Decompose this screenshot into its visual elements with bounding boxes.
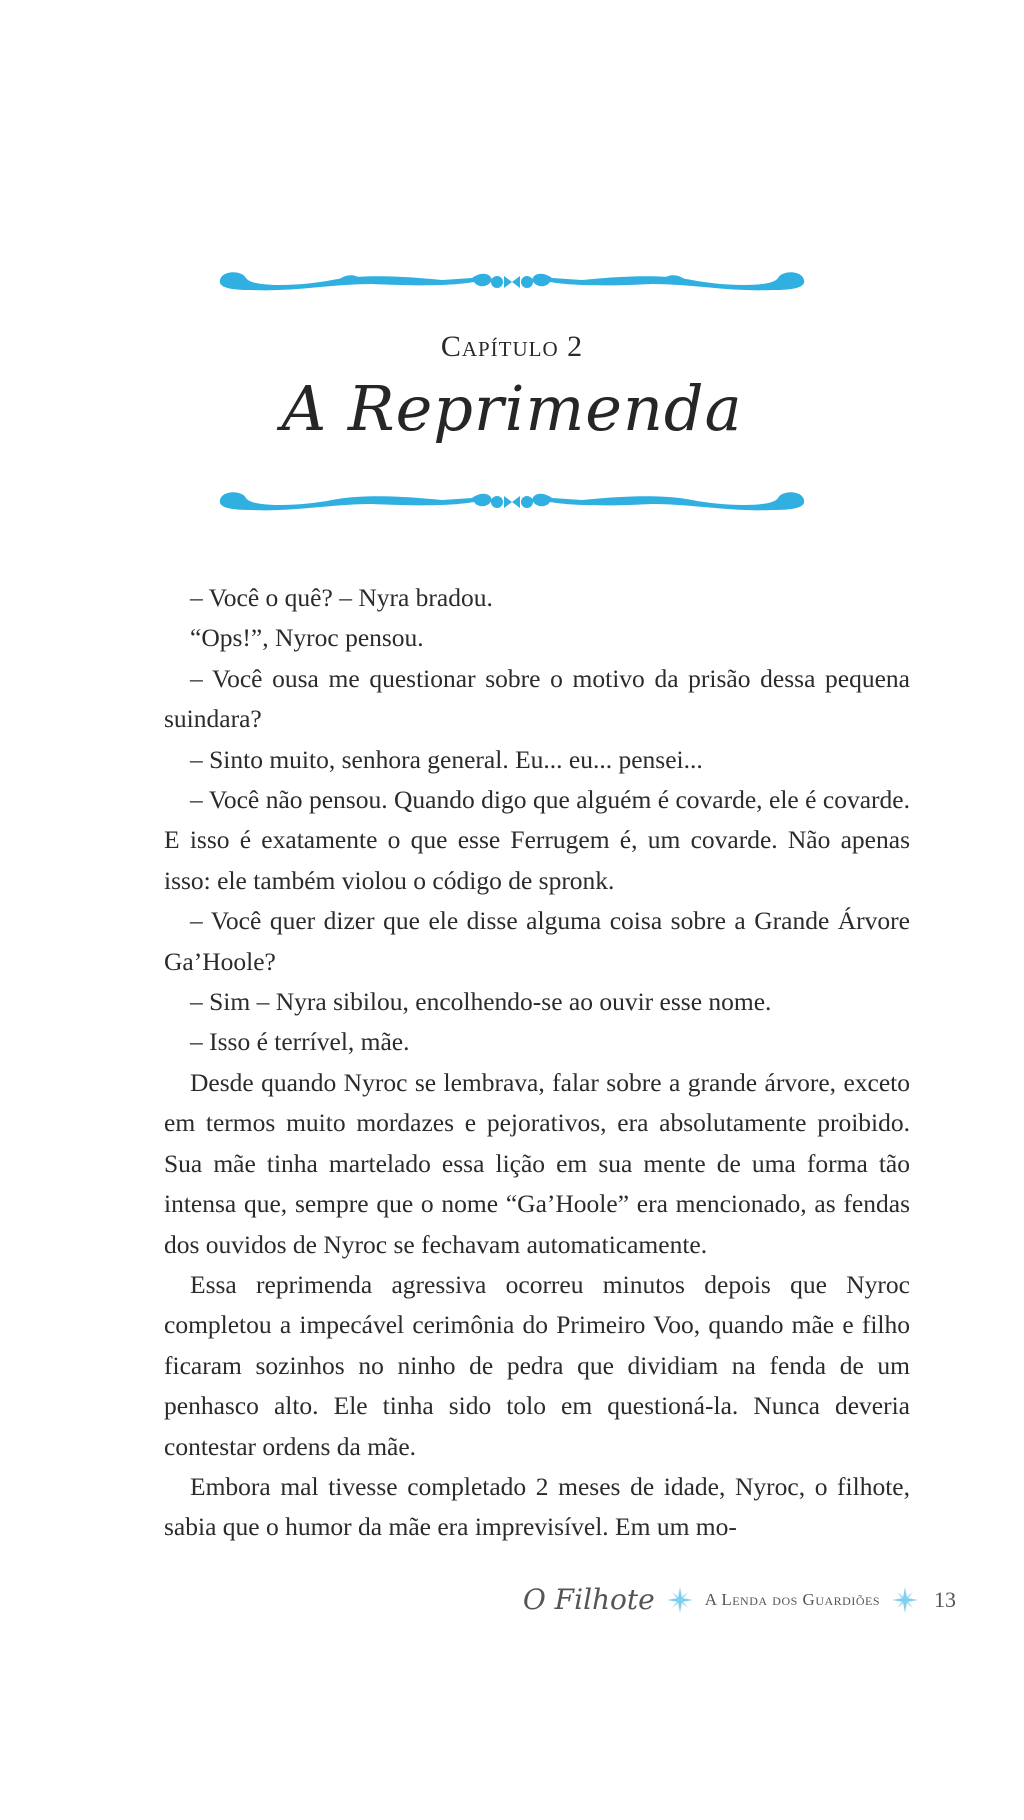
- paragraph: Desde quando Nyroc se lembrava, falar sobre a grande árvore, exceto em termos muito mordazes e pejorativos, era absolutamente proibido. Sua mãe tinha martelado essa lição em sua mente de uma forma tão intensa que, sempre que o nome “Ga’Hoole” era mencionado, as fendas dos ouvidos de Nyroc se fechavam automaticamente.: [164, 1067, 910, 1259]
- chapter-body: [164, 578, 910, 1548]
- snowflake-star-icon: [665, 1585, 695, 1615]
- paragraph: – Você o quê? – Nyra bradou.: [190, 583, 493, 612]
- bottom-ornament-icon: [212, 480, 812, 520]
- paragraph: Essa reprimenda agressiva ocorreu minutos depois que Nyroc completou a impecável cerimônia do Primeiro Voo, quando mãe e filho ficaram sozinhos no ninho de pedra que dividiam na fenda de um penhasco alto. Ele tinha sido tolo em questioná-la. Nunca deveria contestar ordens da mãe.: [164, 1269, 910, 1461]
- snowflake-star-icon: [890, 1585, 920, 1615]
- paragraph: – Você quer dizer que ele disse alguma coisa sobre a Grande Árvore Ga’Hoole?: [164, 906, 910, 976]
- running-footer: [0, 1583, 956, 1616]
- chapter-title: A Reprimenda: [281, 372, 743, 445]
- paragraph: – Você ousa me questionar sobre o motivo da prisão dessa pequena suindara?: [164, 663, 910, 734]
- paragraph: – Sinto muito, senhora general. Eu... eu... pensei...: [190, 744, 703, 774]
- page-number: 13: [934, 1586, 956, 1612]
- paragraph: – Sim – Nyra sibilou, encolhendo-se ao ouvir esse nome.: [190, 987, 772, 1017]
- paragraph: Embora mal tivesse completado 2 meses de idade, Nyroc, o filhote, sabia que o humor da mãe era imprevisível. Em um mo-: [164, 1471, 910, 1542]
- book-title: O Filhote: [522, 1583, 655, 1616]
- chapter-number: Capítulo 2: [440, 330, 584, 363]
- paragraph: “Ops!”, Nyroc pensou.: [190, 623, 424, 653]
- paragraph: – Você não pensou. Quando digo que alguém é covarde, ele é covarde. E isso é exatamente o que esse Ferrugem é, um covarde. Não apenas isso: ele também violou o código de spronk.: [164, 785, 910, 895]
- paragraph: – Isso é terrível, mãe.: [190, 1027, 410, 1057]
- series-title: A Lenda dos Guardiões: [704, 1589, 880, 1609]
- top-ornament-icon: [212, 262, 812, 302]
